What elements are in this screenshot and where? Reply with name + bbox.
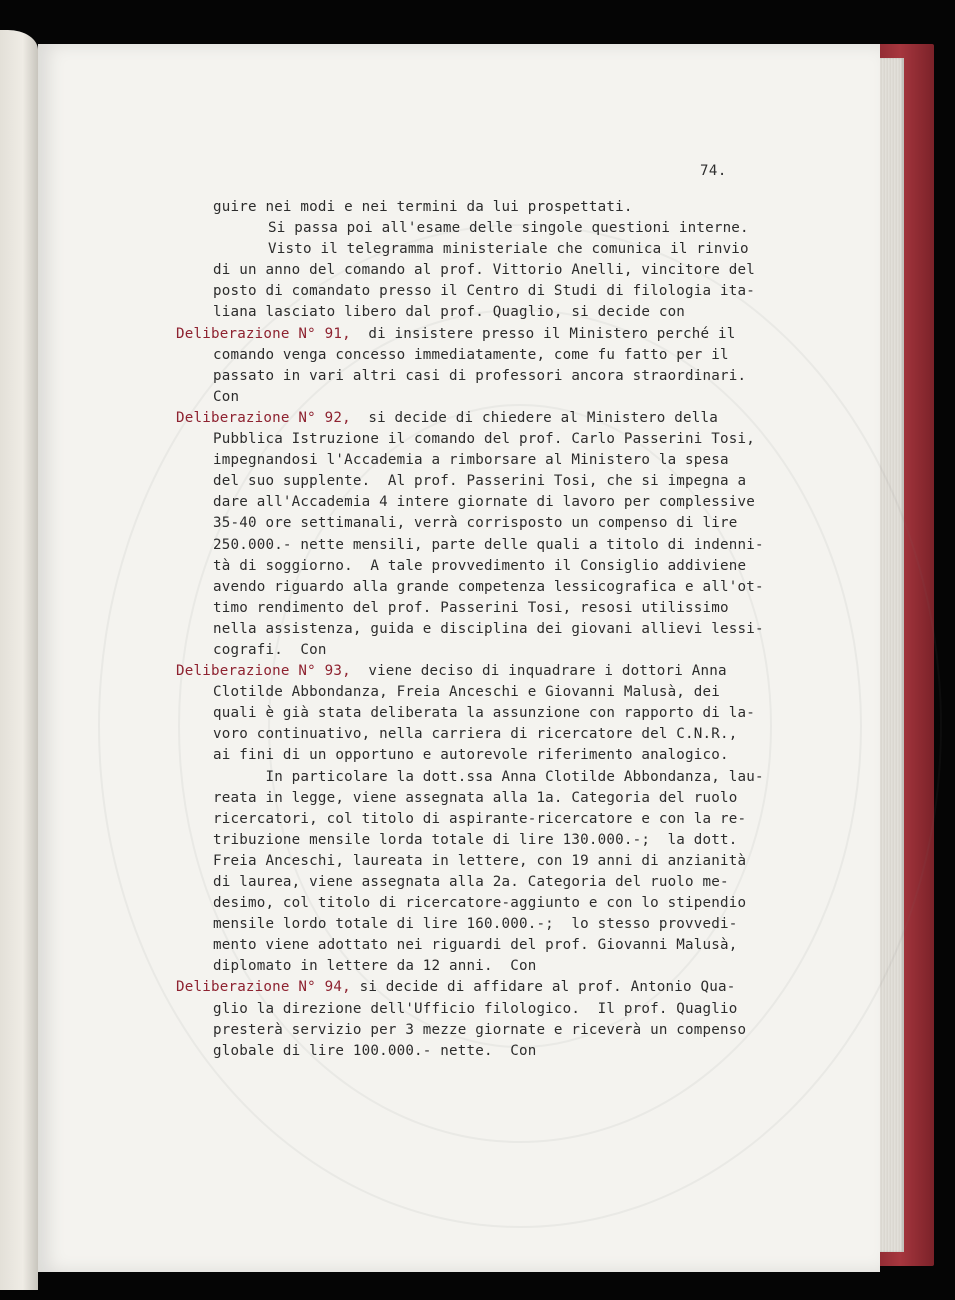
text-line: di un anno del comando al prof. Vittorio Anelli, vincitore del: [213, 262, 755, 279]
text-line: voro continuativo, nella carriera di ricercatore del C.N.R.,: [213, 726, 738, 743]
text-line: impegnandosi l'Accademia a rimborsare al Ministero la spesa: [213, 452, 729, 469]
text-line: timo rendimento del prof. Passerini Tosi, resosi utilissimo: [213, 599, 729, 616]
text-line: guire nei modi e nei termini da lui prospettati.: [213, 199, 633, 215]
text-line: si decide di chiedere al Ministero della: [350, 409, 718, 426]
text-line: liana lasciato libero dal prof. Quaglio, si decide con: [213, 304, 686, 321]
deliberation-92-heading: [176, 408, 796, 429]
page-number: 74.: [700, 163, 727, 179]
deliberation-91-heading: [176, 324, 796, 345]
text-line: mento viene adottato nei riguardi del prof. Giovanni Malusà,: [213, 937, 738, 954]
text-line: comando venga concesso immediatamente, come fu fatto per il: [213, 346, 729, 363]
text-line: 35-40 ore settimanali, verrà corrisposto un compenso di lire: [213, 515, 738, 532]
text-line: Clotilde Abbondanza, Freia Anceschi e Giovanni Malusà, dei: [213, 684, 721, 701]
text-line: Si passa poi all'esame delle singole questioni interne.: [268, 220, 749, 237]
text-line: In particolare la dott.ssa Anna Clotilde Abbondanza, lau-: [213, 768, 764, 785]
text-line: dare all'Accademia 4 intere giornate di lavoro per complessive: [213, 494, 755, 511]
text-line: Con: [213, 388, 240, 405]
text-line: posto di comandato presso il Centro di Studi di filologia ita-: [213, 283, 755, 300]
text-line: quali è già stata deliberata la assunzione con rapporto di la-: [213, 705, 755, 722]
text-line: globale di lire 100.000.- nette. Con: [213, 1042, 537, 1059]
text-line: cografi. Con: [213, 641, 327, 658]
deliberation-label: Deliberazione N° 94,: [176, 979, 351, 996]
text-line: si decide di affidare al prof. Antonio Qua-: [350, 979, 736, 996]
text-line: avendo riguardo alla grande competenza lessicografica e all'ot-: [213, 578, 764, 595]
previous-page-edge: [0, 30, 38, 1290]
text-line: ai fini di un opportuno e autorevole riferimento analogico.: [213, 747, 729, 764]
text-line: di laurea, viene assegnata alla 2a. Categoria del ruolo me-: [213, 874, 729, 890]
text-line: tribuzione mensile lorda totale di lire 130.000.-; la dott.: [213, 831, 738, 848]
text-line: 250.000.- nette mensili, parte delle quali a titolo di indenni-: [213, 536, 764, 553]
text-line: ricercatori, col titolo di aspirante-ricercatore e con la re-: [213, 810, 747, 827]
text-line: mensile lordo totale di lire 160.000.-; lo stesso provvedi-: [213, 916, 738, 933]
text-line: del suo supplente. Al prof. Passerini Tosi, che si impegna a: [213, 473, 747, 490]
deliberation-label: Deliberazione N° 91,: [176, 325, 351, 342]
deliberation-93-heading: [176, 661, 796, 682]
text-line: presterà servizio per 3 mezze giornate e riceverà un compenso: [213, 1021, 747, 1038]
text-line: viene deciso di inquadrare i dottori Anna: [350, 663, 727, 680]
text-line: Visto il telegramma ministeriale che comunica il rinvio: [268, 241, 749, 258]
page-stack-edge: [876, 58, 904, 1252]
text-line: tà di soggiorno. A tale provvedimento il Consiglio addiviene: [213, 557, 747, 574]
text-line: Freia Anceschi, laureata in lettere, con 19 anni di anzianità: [213, 852, 747, 869]
text-line: reata in legge, viene assegnata alla 1a. Categoria del ruolo: [213, 789, 738, 806]
typewritten-text: [176, 197, 796, 1062]
deliberation-94-heading: [176, 977, 796, 998]
text-line: di insistere presso il Ministero perché il: [350, 325, 736, 342]
text-line: passato in vari altri casi di professori ancora straordinari.: [213, 367, 747, 384]
deliberation-label: Deliberazione N° 93,: [176, 663, 351, 680]
text-line: diplomato in lettere da 12 anni. Con: [213, 958, 537, 975]
text-line: nella assistenza, guida e disciplina dei giovani allievi lessi-: [213, 620, 764, 637]
text-line: Pubblica Istruzione il comando del prof. Carlo Passerini Tosi,: [213, 431, 755, 448]
text-line: glio la direzione dell'Ufficio filologico. Il prof. Quaglio: [213, 1000, 738, 1017]
text-line: desimo, col titolo di ricercatore-aggiunto e con lo stipendio: [213, 895, 747, 912]
deliberation-label: Deliberazione N° 92,: [176, 409, 351, 426]
